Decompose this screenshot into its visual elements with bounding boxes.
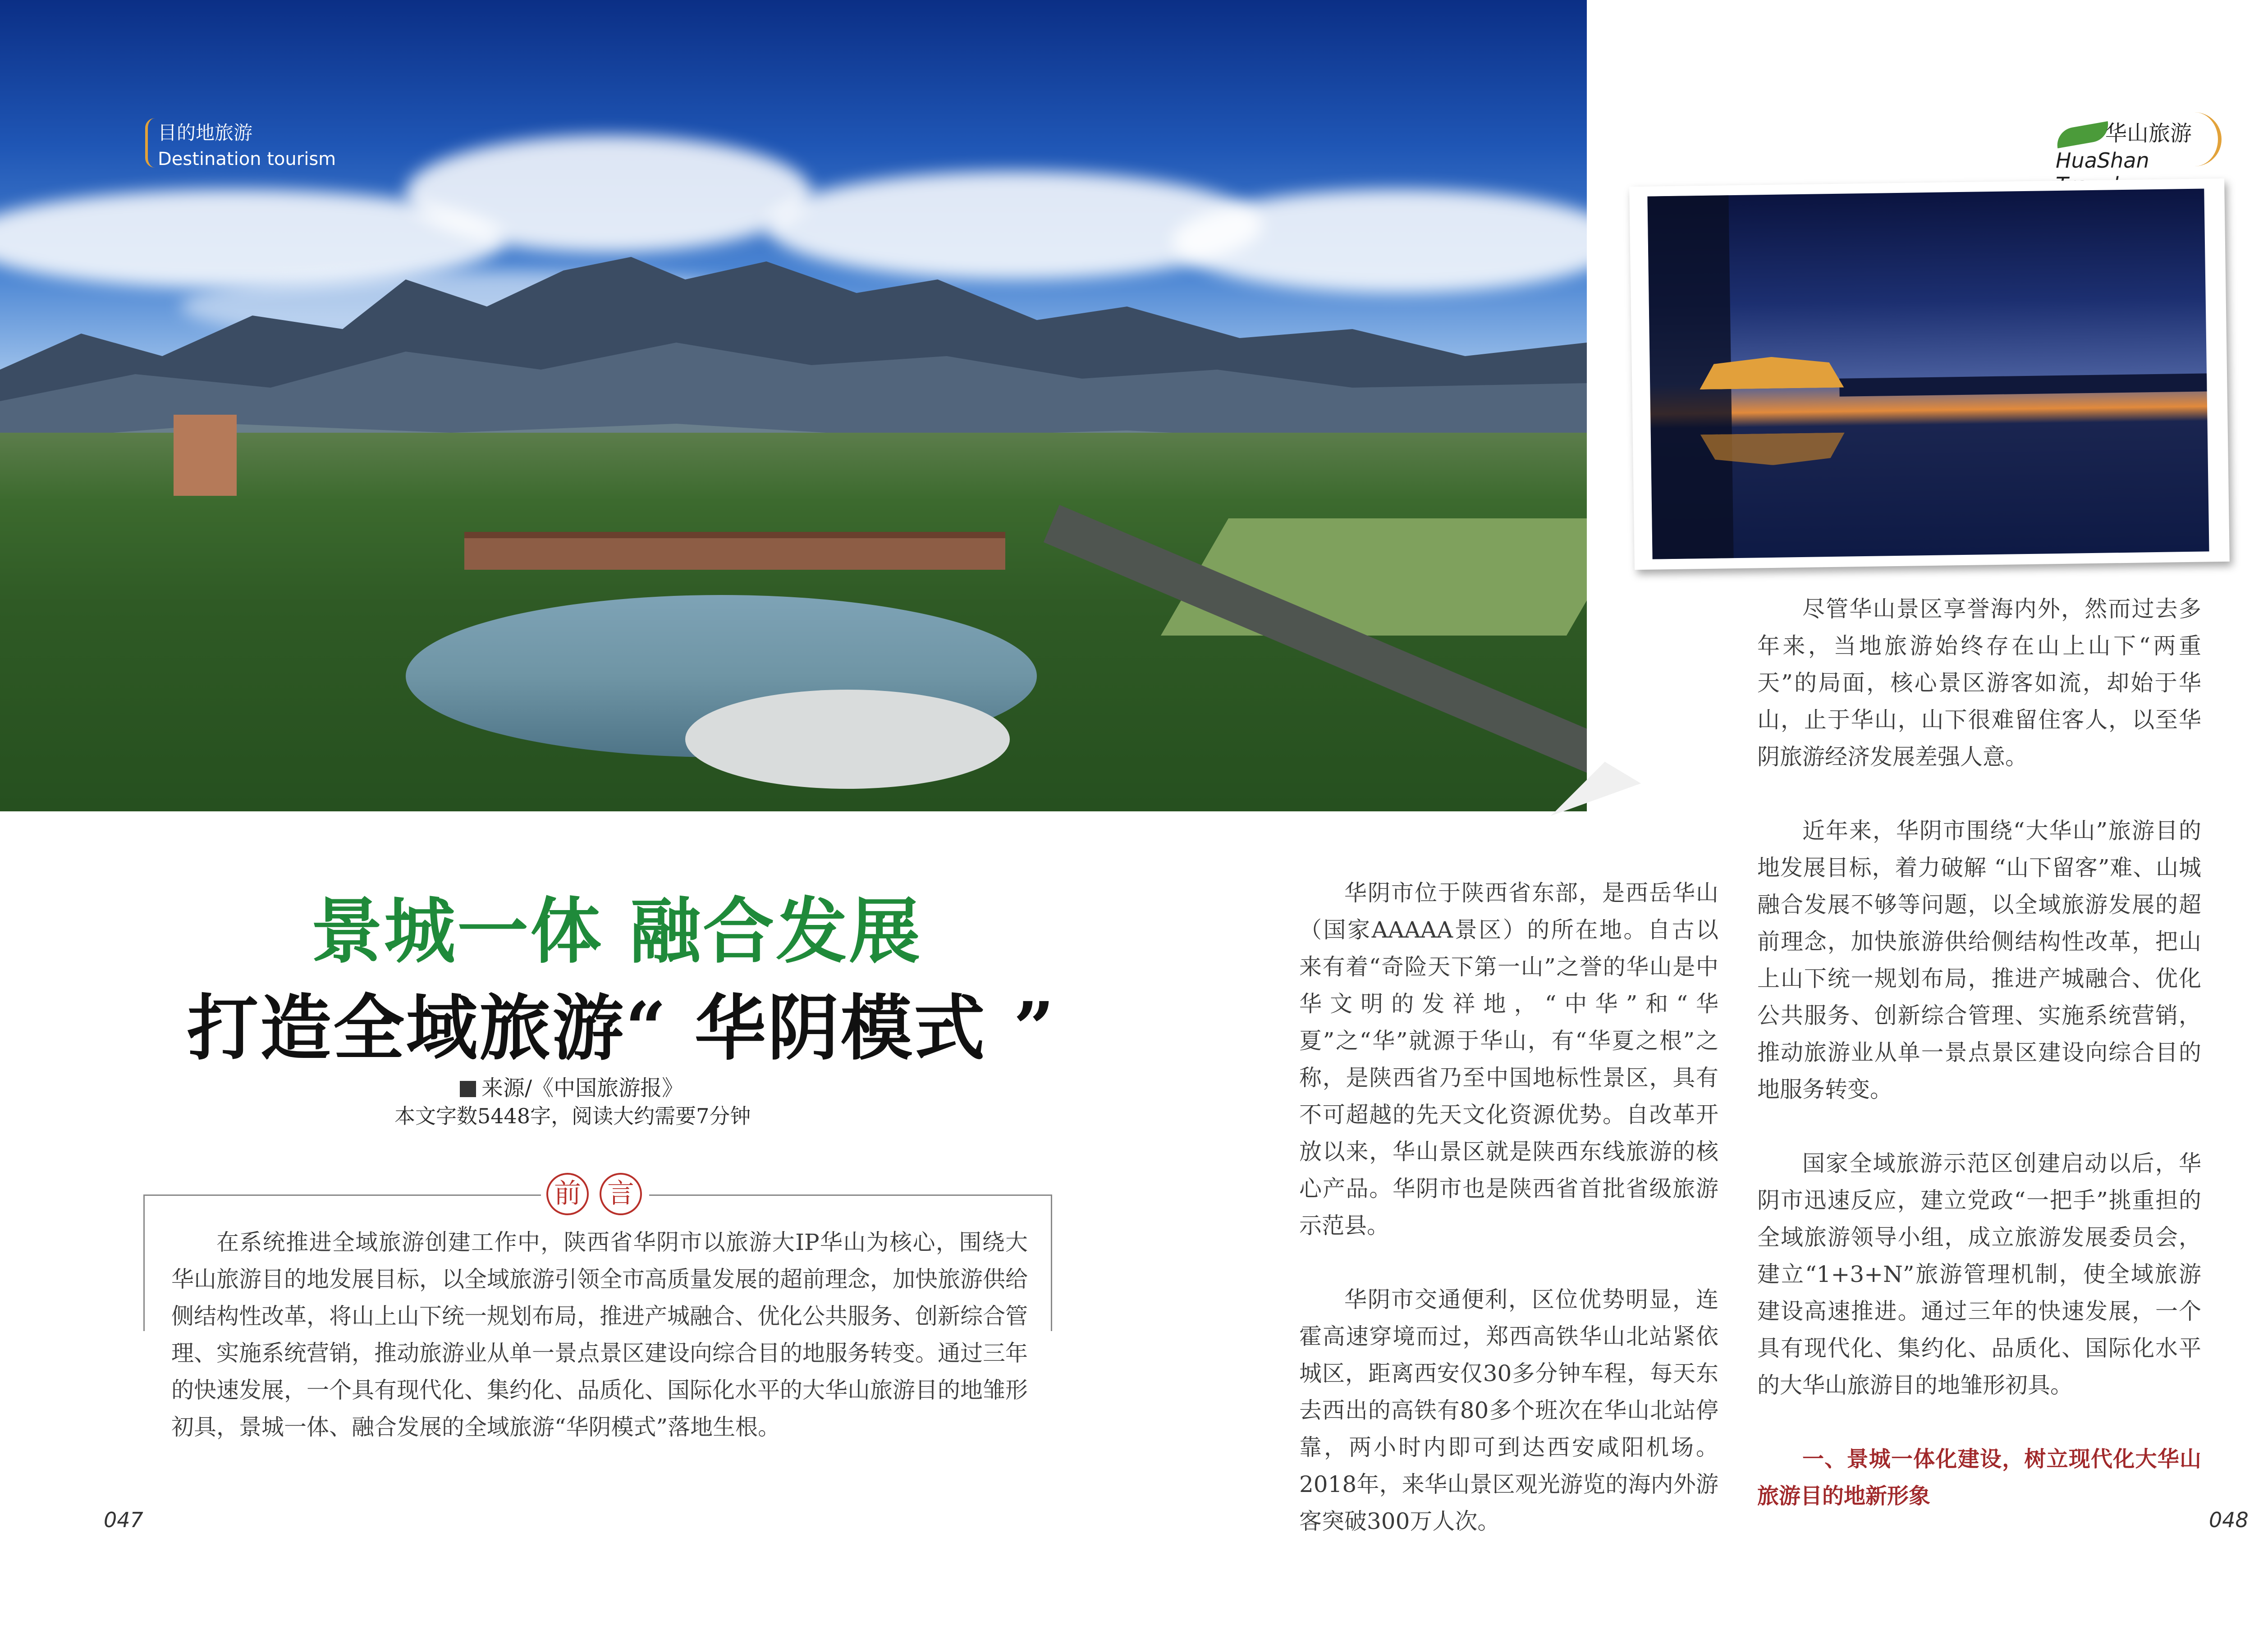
paragraph: 华阴市位于陕西省东部，是西岳华山（国家AAAAA景区）的所在地。自古以来有着“奇险天下第一山”之誉的华山是中华文明的发祥地，“中华”和“华夏”之“华”就源于华山，有“华夏之根”之称，是陕西省乃至中国地标性景区，具有不可超越的先天文化资源优势。自改革开放以来，华山景区就是陕西东线旅游的核心产品。华阴市也是陕西省首批省级旅游示范县。	[1299, 880, 1718, 1239]
inset-photo-frame	[1629, 178, 2230, 570]
hero-photo-huashan	[0, 0, 1587, 811]
square-bullet-icon	[460, 1081, 476, 1097]
headline-line-1: 景城一体 融合发展	[311, 890, 922, 973]
logo-text-en: HuaShan	[2056, 148, 2149, 173]
leaf-icon	[2054, 121, 2111, 148]
treeline	[1839, 373, 2209, 396]
paragraph: 尽管华山景区享誉海内外，然而过去多年来，当地旅游始终存在山上山下“两重天”的局面，核心景区游客如流，却始于华山，止于华山，山下很难留住客人，以至华阴旅游经济发展差强人意。	[1757, 596, 2201, 770]
page-number-right: 048	[2209, 1508, 2249, 1532]
preface-label-char-2: 言	[600, 1173, 642, 1215]
paragraph: 国家全域旅游示范区创建启动以后，华阴市迅速反应，建立党政“一把手”挑重担的全域旅游领导小组，成立旅游发展委员会，建立“1+3+N”旅游管理机制，使全域旅游建设高速推进。通过三年的快速发展，一个具有现代化、集约化、品质化、国际化水平的大华山旅游目的地雏形初具。	[1757, 1150, 2201, 1398]
paragraph: 近年来，华阴市围绕“大华山”旅游目的地发展目标，着力破解 “山下留客”难、山城融合发展不够等问题，以全域旅游发展的超前理念，加快旅游供给侧结构性改革，把山上山下统一规划布局，推进产城融合、优化公共服务、创新综合管理、实施系统营销，推动旅游业从单一景点景区建设向综合目的地服务转变。	[1757, 818, 2201, 1103]
preface-label-char-1: 前	[546, 1173, 589, 1215]
inset-photo-night-lake	[1647, 188, 2209, 559]
headline-line-2: 打造全域旅游“ 华阴模式 ”	[187, 987, 1056, 1070]
section-title-en: Destination tourism	[158, 149, 336, 169]
cloud	[406, 135, 811, 252]
section-header	[158, 118, 336, 169]
page-number-left: 047	[104, 1508, 143, 1532]
plaza	[685, 690, 1010, 789]
body-column-a	[1299, 874, 1718, 1577]
building-row	[464, 532, 1005, 570]
huashan-travel-logo	[2056, 115, 2218, 178]
source-text: 来源/《中国旅游报》	[481, 1075, 684, 1101]
logo-text-cn: 华山旅游	[2105, 121, 2192, 146]
section-subheading: 一、景城一体化建设，树立现代化大华山旅游目的地新形象	[1757, 1446, 2201, 1509]
high-rise-building	[174, 415, 237, 496]
body-column-b	[1757, 590, 2201, 1515]
preface-label	[541, 1171, 649, 1214]
reading-time: 本文字数5448字，阅读大约需要7分钟	[394, 1104, 751, 1128]
preface-text: 在系统推进全域旅游创建工作中，陕西省华阴市以旅游大IP华山为核心，围绕大华山旅游目的地发展目标，以全域旅游引领全市高质量发展的超前理念，加快旅游供给侧结构性改革，将山上山下统一规划布局，推进产城融合、优化公共服务、创新综合管理、实施系统营销，推动旅游业从单一景点景区建设向综合目的地服务转变。通过三年的快速发展，一个具有现代化、集约化、品质化、国际化水平的大华山旅游目的地雏形初具，景城一体、融合发展的全域旅游“华阴模式”落地生根。	[171, 1229, 1028, 1440]
section-title-cn: 目的地旅游	[158, 122, 253, 144]
paragraph: 华阴市交通便利，区位优势明显，连霍高速穿境而过，郑西高铁华山北站紧依城区，距离西安仅30多分钟车程，每天东去西出的高铁有80多个班次在华山北站停靠，两小时内即可到达西安咸阳机场。2018年，来华山景区观光游览的海内外游客突破300万人次。	[1299, 1286, 1718, 1534]
article-source	[460, 1071, 683, 1102]
section-bracket-icon	[145, 118, 155, 168]
